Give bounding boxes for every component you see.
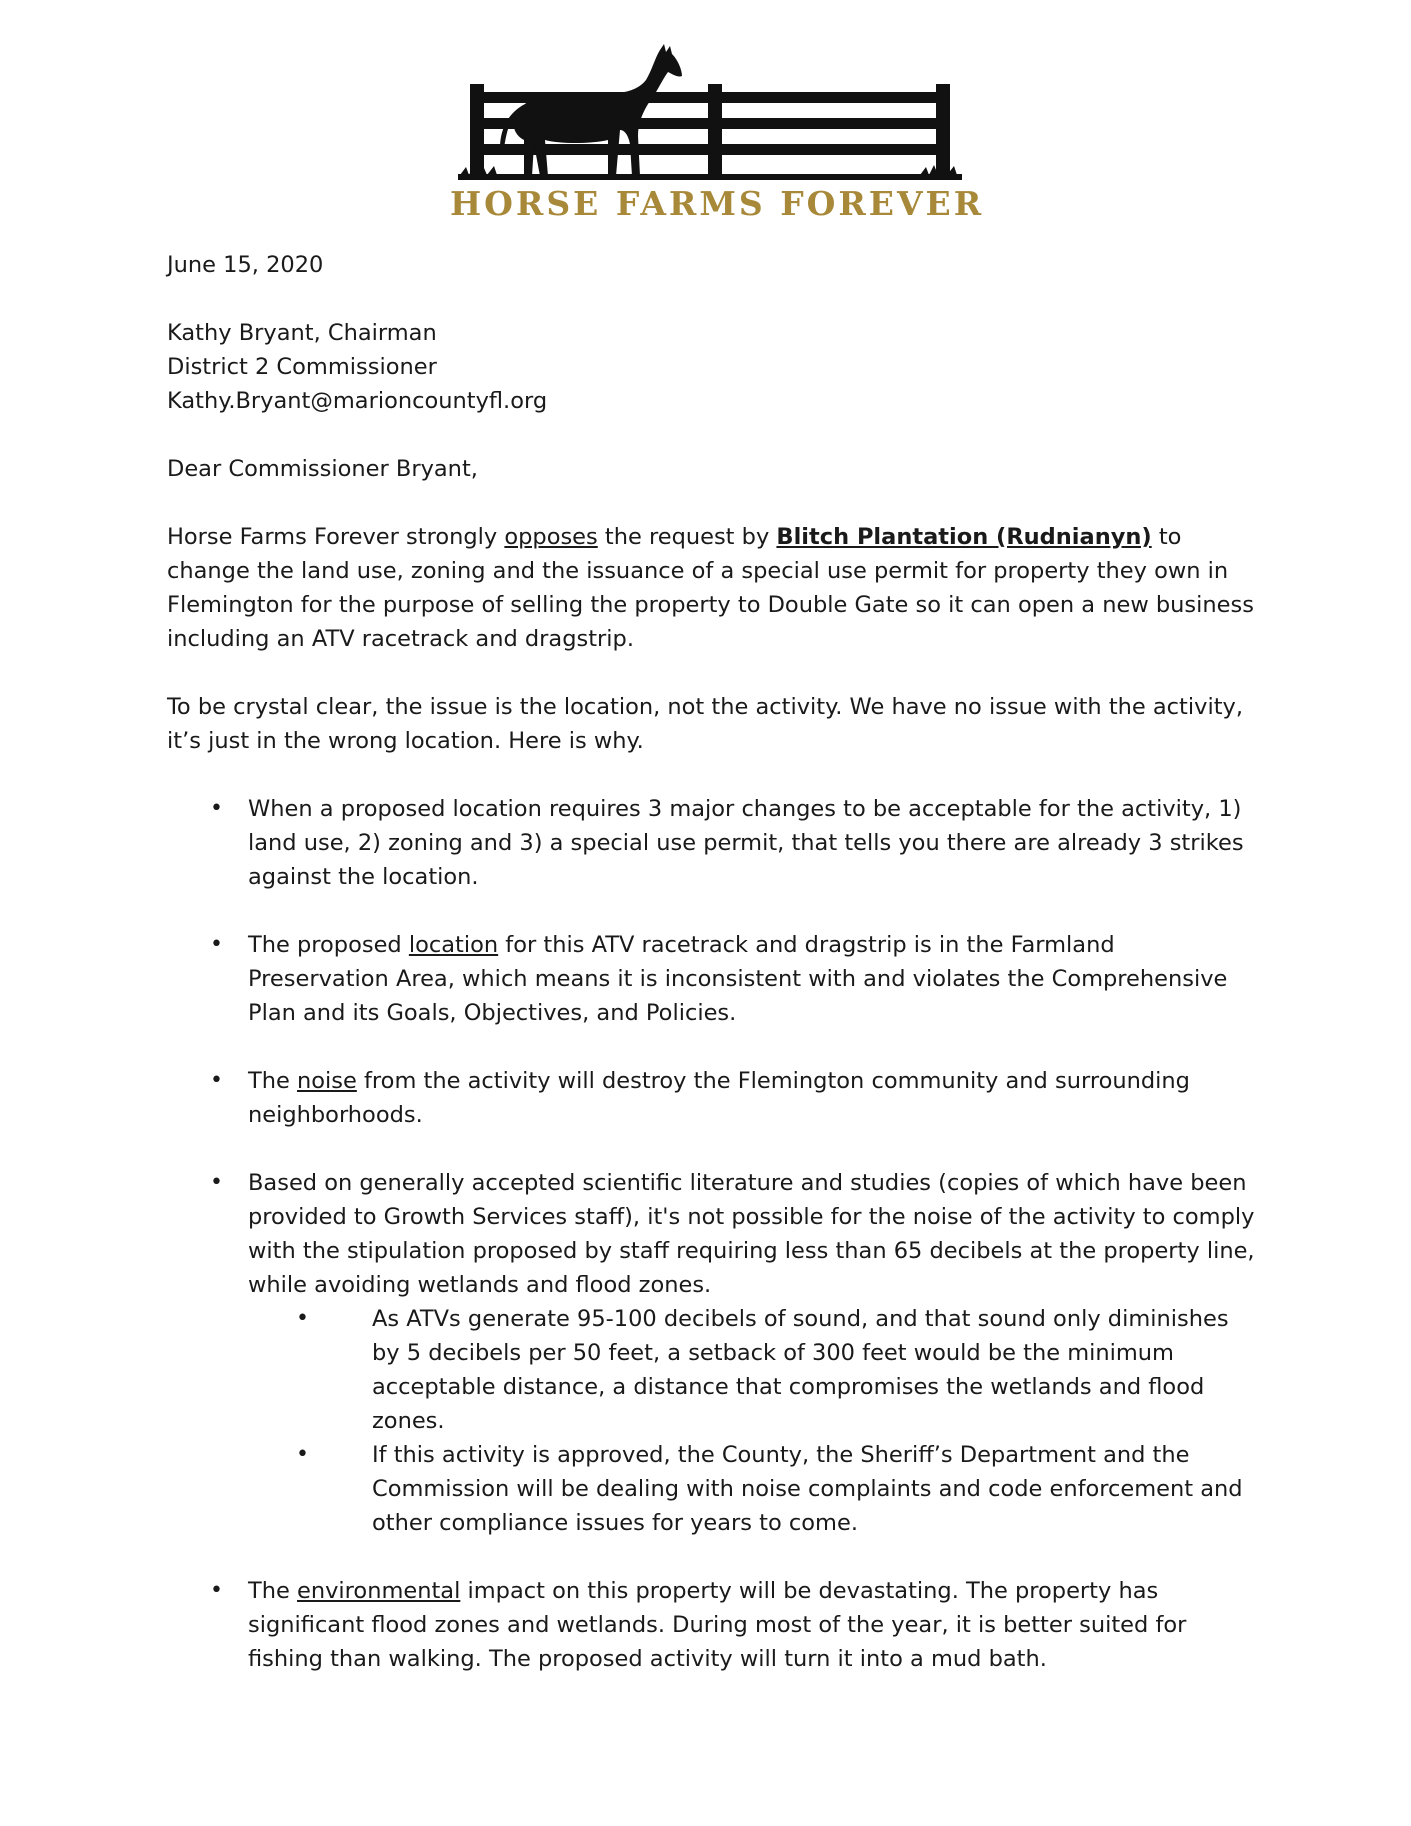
bullet-environmental-post: impact on this property will be devastating. The property has significant flood zones and wetlands. During most of the year, it is better suited for fishing than walking. The proposed activity will turn it into a mud bath. <box>248 1578 1187 1672</box>
bullet-environmental <box>248 1574 1258 1676</box>
clarify-paragraph: To be crystal clear, the issue is the location, not the activity. We have no issue with the activity, it’s just in the wrong location. Here is why. <box>167 694 1243 754</box>
intro-text-1: Horse Farms Forever strongly <box>167 524 505 550</box>
bullet-noise-pre: The <box>248 1068 297 1094</box>
intro-text-2: the request by <box>597 524 777 550</box>
logo-wordmark: HORSE FARMS FOREVER <box>450 184 985 223</box>
salutation: Dear Commissioner Bryant, <box>167 456 478 482</box>
letter-date: June 15, 2020 <box>167 252 324 278</box>
intro-entity: Blitch Plantation (Rudnianyn) <box>776 524 1152 550</box>
bullet-marker: • <box>210 932 223 957</box>
bullet-scientific-literature: Based on generally accepted scientific literature and studies (copies of which have been provided to Growth Services staff), it's not possible for the noise of the activity to comply with the stipulation proposed by staff requiring less than 65 decibels at the property line, while avoiding wetlands and flood zones. <box>248 1170 1255 1298</box>
bullet-marker: • <box>210 796 223 821</box>
intro-paragraph <box>167 520 1262 656</box>
recipient-email[interactable]: Kathy.Bryant@marioncountyfl.org <box>167 388 548 414</box>
bullet-noise <box>248 1064 1258 1132</box>
horse-farms-forever-logo <box>450 44 985 224</box>
bullet-marker: • <box>210 1578 223 1603</box>
bullet-marker: • <box>210 1170 223 1195</box>
recipient-title: District 2 Commissioner <box>167 354 437 380</box>
bullet-noise-post: from the activity will destroy the Flemington community and surrounding neighborhoods. <box>248 1068 1190 1128</box>
bullet-environmental-key: environmental <box>297 1578 461 1604</box>
intro-opposes: opposes <box>504 524 598 550</box>
horse-fence-icon <box>450 44 970 184</box>
sub-bullet-decibels: As ATVs generate 95-100 decibels of sound, and that sound only diminishes by 5 decibels per 50 feet, a setback of 300 feet would be the minimum acceptable distance, a distance that compromises the wetlands and flood zones. <box>372 1306 1229 1434</box>
bullet-location-post: for this ATV racetrack and dragstrip is in the Farmland Preservation Area, which means it is inconsistent with and violates the Comprehensive Plan and its Goals, Objectives, and Policies. <box>248 932 1228 1026</box>
bullet-three-strikes: When a proposed location requires 3 major changes to be acceptable for the activity, 1) land use, 2) zoning and 3) a special use permit, that tells you there are already 3 strikes against the location. <box>248 796 1244 890</box>
bullet-location-key: location <box>408 932 499 958</box>
bullet-location-pre: The proposed <box>248 932 409 958</box>
bullet-noise-key: noise <box>297 1068 357 1094</box>
recipient-name: Kathy Bryant, Chairman <box>167 320 437 346</box>
sub-bullet-complaints: If this activity is approved, the County, the Sheriff’s Department and the Commission will be dealing with noise complaints and code enforcement and other compliance issues for years to come. <box>372 1442 1243 1536</box>
bullet-environmental-pre: The <box>248 1578 297 1604</box>
bullet-marker: • <box>210 1068 223 1093</box>
sub-bullet-marker: • <box>296 1306 309 1331</box>
bullet-location <box>248 928 1258 1030</box>
intro-text-3: to change the land use, zoning and the issuance of a special use permit for property they own in Flemington for the purpose of selling the property to Double Gate so it can open a new business including an ATV racetrack and dragstrip. <box>167 524 1254 652</box>
sub-bullet-marker: • <box>296 1442 309 1467</box>
